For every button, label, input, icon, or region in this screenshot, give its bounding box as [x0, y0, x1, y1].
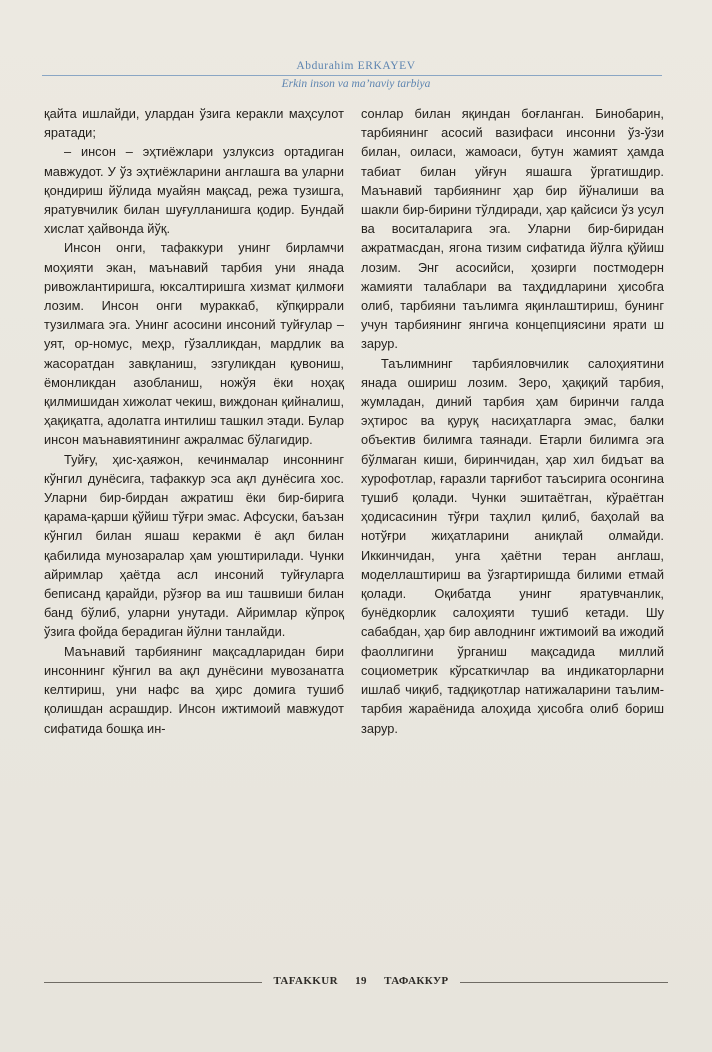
paragraph: қайта ишлайди, улардан ўзига керакли маҳсулот яратади;: [44, 106, 344, 141]
header-author: Abdurahim ERKAYEV: [296, 60, 416, 72]
paragraph: сонлар билан яқиндан боғланган. Бинобарин, тарбиянинг асосий вазифаси инсонни ўз-ўзи билан, оиласи, жамоаси, бутун жамият ҳамда табиат билан уйғун яшашга ўргатишдир. Маънавий тарбиянинг ҳар бир йўналиши ва шакли бир-бирини тўлдиради, ҳар қайсиси ўз усул ва воситаларига эга. Уларни бир-биридан ажратмасдан, ягона тизим сифатида йўлга қўйиш лозим. Энг асосийси, ҳозирги постмодерн жамияти талаблари ва таҳдидларини ҳисобга олиб, тарбияни таълимга яқинлаштириш, бунинг учун тарбиянинг янгича концепциясини ярати ш зарур.: [361, 106, 664, 352]
paragraph: Инсон онги, тафаккури унинг бирламчи моҳияти экан, маънавий тарбия уни янада ривожлантиришга, юксалтиришга хизмат қилмоғи лозим. Инсон онги мураккаб, кўпқиррали тузилмага эга. Унинг асосини инсоний туйғулар – уят, ор-номус, меҳр, гўзалликдан, мардлик ва жасоратдан завқланиш, эзгуликдан қувониш, ёмонликдан азобланиш, ножўя ёки ноҳақ қилмишидан хижолат чекиш, виждонан қийналиш, ҳақиқатга, адолатга интилиш ташкил этади. Булар инсон маънавиятининг ажралмас бўлагидир.: [44, 240, 344, 448]
paragraph: Туйғу, ҳис-ҳаяжон, кечинмалар инсоннинг кўнгил дунёсига, тафаккур эса ақл дунёсига хос. Уларни бир-бирдан ажратиш ёки бир-бирига қарама-қарши қўйиш тўғри эмас. Афсуски, баъзан кўнгил билан яшаш керакми ё ақл билан қабилида мунозаралар ҳам уюштирилади. Чунки айримлар ҳаётда асл инсоний туйғуларга беписанд қарайди, рўзғор ва иш ташвиши билан банд бўлиб, уларни унутади. Айримлар кўпроқ ўзига фойда берадиган йўлни танлайди.: [44, 451, 344, 640]
footer-rule-right: [460, 982, 668, 983]
footer-journal-cyrillic: ТАФАККУР: [384, 975, 449, 987]
paragraph: – инсон – эҳтиёжлари узлуксиз ортадиган мавжудот. У ўз эҳтиёжларини англашга ва уларни қондириш йўлида муайян мақсад, режа тузишга, яратувчилик билан шуғулланишга қодир. Бундай хислат ҳайвонда йўқ.: [44, 144, 344, 237]
footer-journal-latin: TAFAKKUR: [273, 975, 338, 987]
header-subtitle: Erkin inson va ma’naviy tarbiya: [281, 78, 431, 90]
paragraph: Маънавий тарбиянинг мақсадларидан бири инсоннинг кўнгил ва ақл дунёсини мувозанатга келтириш, уни нафс ва ҳирс домига тушиб қолишдан асрашдир. Инсон ижтимоий мавжудот сифатида бошқа ин-: [44, 643, 344, 736]
footer-rule-left: [44, 982, 262, 983]
paragraph: Таълимнинг тарбияловчилик салоҳиятини янада ошириш лозим. Зеро, ҳақиқий тарбия, жумладан, диний тарбия ҳам биринчи галда эҳтирос ва қуруқ насиҳатларга эмас, балки объектив билимга таянади. Етарли билимга эга бўлмаган киши, биринчидан, ҳар хил бидъат ва хурофотлар, ғаразли тарғибот таъсирига осонгина тушиб қолади. Чунки эшитаётган, кўраётган ҳодисасинин тўғри таҳлил қилиб, баҳолай ва нотўғри жиҳатларини аниқлай олмайди. Иккинчидан, унга ҳаётни теран англаш, моделлаштириш ва ўзгартиришда билими етмай қолади. Оқибатда унинг яратувчанлик, бунёдкорлик салоҳияти тушиб кетади. Шу сабабдан, ҳар бир авлоднинг ижтимоий ва ижодий фаоллигини ўрганиш мақсадида миллий социометрик кўрсаткичлар ва индикаторларни ишлаб чиқиб, тадқиқотлар натижаларини таълим-тарбия жараёнида алоҳида ҳисобга олиб бориш зарур.: [361, 355, 664, 736]
page-footer: [262, 975, 460, 987]
left-column: [44, 104, 344, 738]
page-number: 19: [355, 975, 367, 987]
header-rule: [42, 75, 662, 76]
right-column: [361, 104, 664, 738]
